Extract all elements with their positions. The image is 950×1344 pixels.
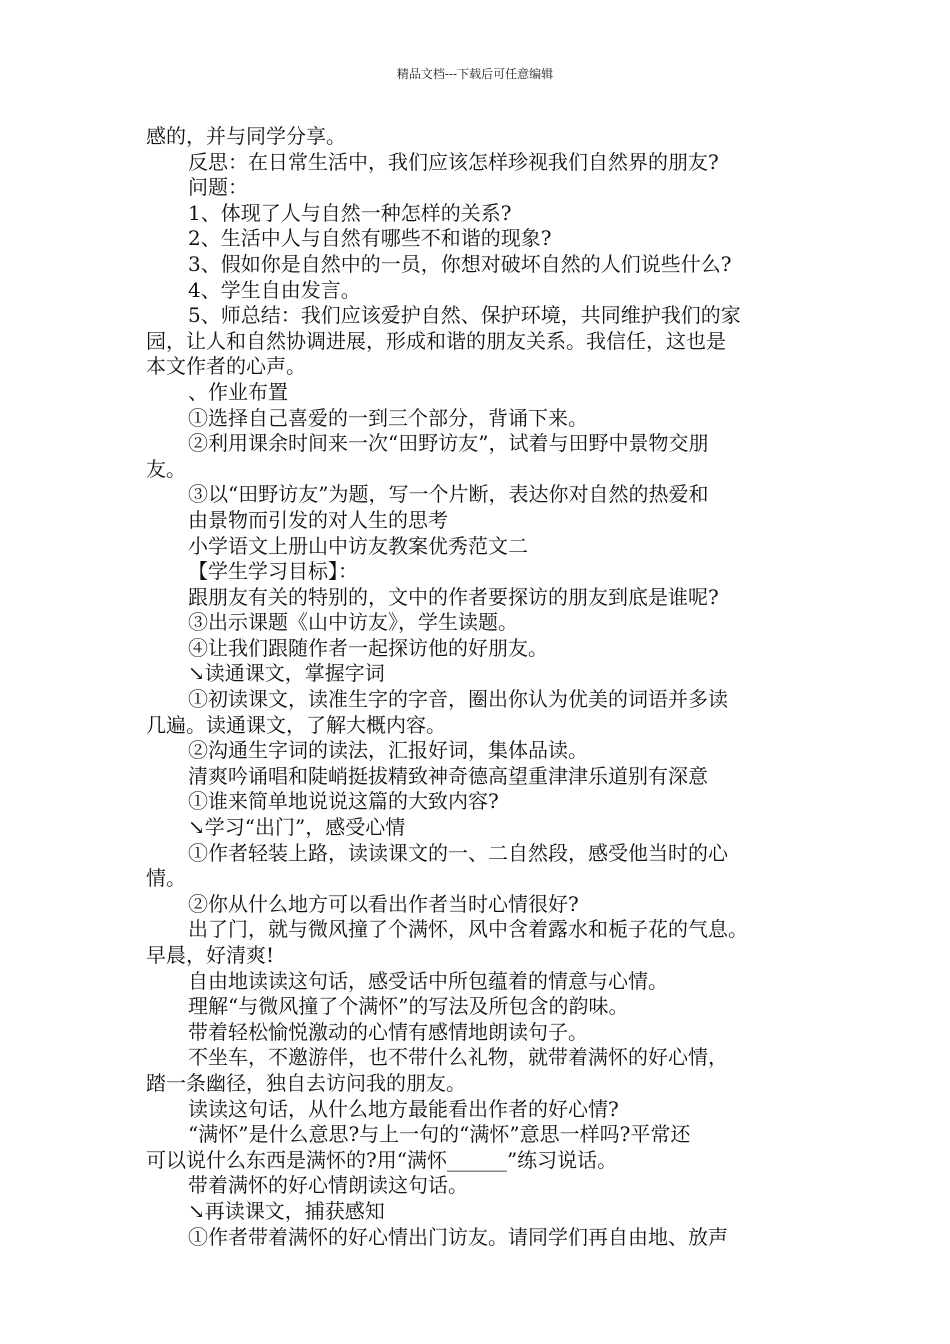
text-line: 本文作者的心声。 xyxy=(146,354,306,379)
text-line: ①谁来简单地说说这篇的大致内容? xyxy=(188,789,499,814)
text-line: 【学生学习目标】： xyxy=(188,559,358,584)
text-line: 友。 xyxy=(146,456,186,481)
text-line: 情。 xyxy=(146,866,186,891)
text-line: ③出示课题《山中访友》，学生读题。 xyxy=(188,610,518,635)
text-line: 、作业布置 xyxy=(188,379,288,404)
text-line: ②沟通生字词的读法，汇报好词，集体品读。 xyxy=(188,738,588,763)
text-line: 带着轻松愉悦激动的心情有感情地朗读句子。 xyxy=(188,1019,588,1044)
text-line: ④让我们跟随作者一起探访他的好朋友。 xyxy=(188,635,548,660)
text-line: “满怀”是什么意思?与上一句的“满怀”意思一样吗?平常还 xyxy=(188,1122,691,1147)
text-line: 读读这句话，从什么地方最能看出作者的好心情? xyxy=(188,1096,619,1121)
text-line: 踏一条幽径，独自去访问我的朋友。 xyxy=(146,1070,466,1095)
text-line: ①作者轻装上路，读读课文的一、二自然段，感受他当时的心 xyxy=(188,840,728,865)
text-line: 园，让人和自然协调进展，形成和谐的朋友关系。我信任，这也是 xyxy=(146,328,726,353)
text-line: ↘学习“出门”，感受心情 xyxy=(188,815,406,840)
text-line: 出了门，就与微风撞了个满怀，风中含着露水和栀子花的气息。 xyxy=(188,917,748,942)
text-line: 几遍。读通课文，了解大概内容。 xyxy=(146,712,446,737)
text-line: ②你从什么地方可以看出作者当时心情很好? xyxy=(188,891,579,916)
text-line: 5、师总结：我们应该爱护自然、保护环境，共同维护我们的家 xyxy=(188,303,741,328)
text-line: 跟朋友有关的特别的，文中的作者要探访的朋友到底是谁呢? xyxy=(188,584,719,609)
text-line: 由景物而引发的对人生的思考 xyxy=(188,507,448,532)
text-line: 1、体现了人与自然一种怎样的关系? xyxy=(188,200,512,225)
text-line: ②利用课余时间来一次“田野访友”，试着与田野中景物交朋 xyxy=(188,431,709,456)
text-line: 可以说什么东西是满怀的?用“满怀______”练习说话。 xyxy=(146,1147,618,1172)
text-line: 3、假如你是自然中的一员，你想对破坏自然的人们说些什么? xyxy=(188,251,732,276)
text-line: ↘再读课文，捕获感知 xyxy=(188,1198,385,1223)
text-line: 不坐车，不邀游伴，也不带什么礼物，就带着满怀的好心情， xyxy=(188,1045,728,1070)
text-line: 带着满怀的好心情朗读这句话。 xyxy=(188,1173,468,1198)
text-line: ③以“田野访友”为题，写一个片断，表达你对自然的热爱和 xyxy=(188,482,709,507)
page-header: 精品文档---下载后可任意编辑 xyxy=(396,67,554,81)
text-line: 反思：在日常生活中，我们应该怎样珍视我们自然界的朋友? xyxy=(188,149,719,174)
text-line: ①作者带着满怀的好心情出门访友。请同学们再自由地、放声 xyxy=(188,1224,728,1249)
text-line: ↘读通课文，掌握字词 xyxy=(188,661,385,686)
text-line: ①初读课文，读准生字的字音，圈出你认为优美的词语并多读 xyxy=(188,687,728,712)
text-line: 早晨，好清爽! xyxy=(146,943,275,967)
text-line: 理解“与微风撞了个满怀”的写法及所包含的韵味。 xyxy=(188,994,629,1019)
text-line: 清爽吟诵唱和陡峭挺拔精致神奇德高望重津津乐道别有深意 xyxy=(188,763,708,788)
text-line: 小学语文上册山中访友教案优秀范文二 xyxy=(188,533,528,558)
text-line: 自由地读读这句话，感受话中所包蕴着的情意与心情。 xyxy=(188,968,668,993)
document-body xyxy=(146,124,820,1250)
text-line: 感的，并与同学分享。 xyxy=(146,124,346,148)
text-line: 2、生活中人与自然有哪些不和谐的现象? xyxy=(188,226,552,251)
text-line: 4、学生自由发言。 xyxy=(188,277,361,302)
text-line: ①选择自己喜爱的一到三个部分，背诵下来。 xyxy=(188,405,588,430)
text-line: 问题： xyxy=(188,175,248,200)
